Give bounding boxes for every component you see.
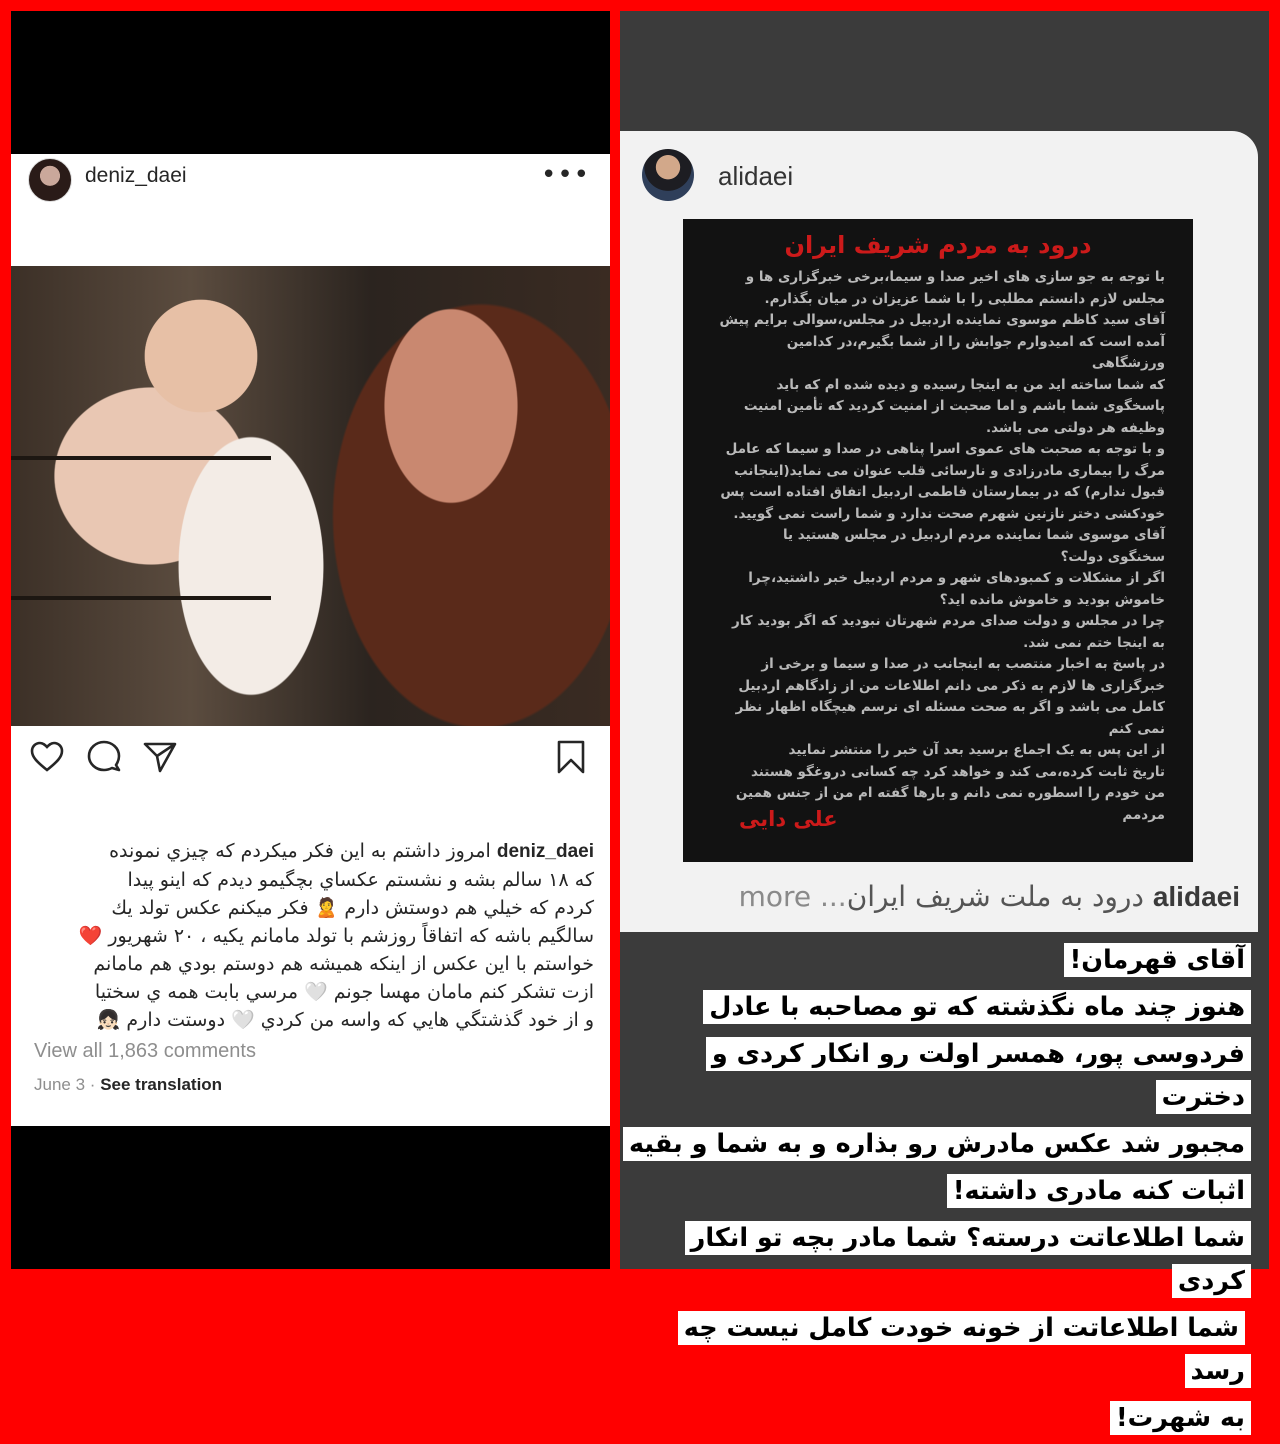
post-date: June 3 (34, 1075, 86, 1094)
caption-username[interactable]: deniz_daei (496, 841, 594, 862)
letter-line: از این پس به یک اجماع برسید بعد آن خبر را منتشر نمایید (788, 742, 1165, 758)
caption-line: کردم که خیلي هم دوستش دارم 🙎 فکر میکنم عکس تولد یك (111, 897, 594, 919)
letter-line: آقای موسوی شما نماینده مردم اردبیل در مجلس هستید یا (782, 527, 1165, 543)
share-icon[interactable] (142, 739, 178, 775)
letter-line: و با توجه به صحبت های عموی اسرا پناهی در صدا و سیما که عامل (725, 441, 1165, 457)
overlay-line: شما اطلاعاتت از خونه خودت کامل نیست چه رسد (621, 1307, 1251, 1393)
overlay-line: آقای قهرمان! (621, 939, 1251, 982)
story-header (620, 131, 1258, 219)
overlay-line: مجبور شد عکس مادرش رو بذاره و به شما و بقیه (621, 1123, 1251, 1166)
story-screenshot (620, 131, 1269, 1433)
letter-image (683, 219, 1193, 862)
avatar[interactable] (642, 149, 694, 201)
overlay-text (621, 939, 1251, 1444)
caption-line: خواستم با این عکس از اینکه همیشه هم دوستم بودي هم مامانم (93, 953, 594, 975)
see-translation-link[interactable]: See translation (100, 1075, 223, 1094)
letter-line: که شما ساخته اید من به اینجا رسیده و دیده شده ام که باید (776, 376, 1165, 393)
caption-line: ازت تشکر کنم مامان مهسا جونم 🤍 مرسي بابت همه ي سختیا (94, 981, 594, 1003)
letter-title: درود به مردم شریف ایران (784, 231, 1092, 259)
caption-username[interactable]: alidaei (1152, 881, 1240, 912)
letter-line: وظیفه هر دولتی می باشد. (986, 419, 1165, 436)
letter-line: خودکشی دختر نازنین شهرم صحت ندارد و شما راست نمی گویید. (733, 505, 1165, 522)
caption-line: که ۱۸ سالم بشه و نشستم عکساي بچگیمو دیدم که اینو پیدا (127, 869, 594, 891)
letter-line: در پاسخ به اخبار منتصب به اینجانب در صدا و سیما و برخی از (761, 656, 1165, 672)
letter-line: مرگ را بیماری مادرزادی و نارسائی قلب عنوان می نماید(اینجانب (734, 462, 1165, 479)
heart-icon[interactable] (29, 739, 65, 775)
letter-line: چرا در مجلس و دولت صدای مردم شهرتان نبودید که اگر بودید کار (731, 613, 1165, 629)
post-meta (34, 1075, 222, 1095)
avatar[interactable] (28, 158, 72, 202)
comment-icon[interactable] (86, 739, 122, 775)
left-panel (11, 11, 610, 1269)
overlay-line: فردوسی پور، همسر اولت رو انکار کردی و دخترت (621, 1033, 1251, 1119)
story-username[interactable]: alidaei (718, 161, 794, 191)
letter-line: سخنگوی دولت؟ (1060, 548, 1165, 565)
post-username[interactable]: deniz_daei (85, 164, 187, 187)
letter-line: نمی کنم (1108, 720, 1165, 737)
meta-separator: · (89, 1075, 96, 1094)
view-comments-link[interactable]: View all 1,863 comments (34, 1040, 256, 1062)
letter-line: مجلس لازم دانستم مطلبی را با شما عزیزان در میان بگذارم. (764, 290, 1165, 307)
story-caption (739, 880, 1240, 913)
letter-line: با توجه به جو سازی های اخیر صدا و سیما،برخی خبرگزاری ها و (745, 269, 1165, 285)
letter-body (711, 267, 1165, 826)
letter-line: قبول ندارم) که در بیمارستان فاطمی اردبیل اتفاق افتاده است پس (720, 484, 1165, 500)
caption-more-link[interactable]: ... more (738, 880, 847, 913)
letter-container (620, 219, 1258, 862)
letter-line: کامل می باشد و اگر به صحت مسئله ای نرسم هیچگاه اظهار نظر (735, 699, 1165, 715)
caption-line: deniz_daei امروز داشتم به این فکر میکردم که چیزي نمونده (109, 840, 594, 862)
shelf-line (11, 596, 271, 600)
caption-line: سالگیم باشه که اتفاقاً روزشم با تولد مامانم یکیه ، ۲۰ شهریور ❤️ (78, 925, 594, 947)
instagram-post (11, 154, 610, 1126)
bookmark-icon[interactable] (553, 739, 589, 775)
post-actions (11, 739, 610, 779)
letter-line: به اینجا ختم نمی شد. (1023, 634, 1165, 651)
letter-line: خاموش بودید و خاموش مانده اید؟ (939, 591, 1165, 608)
overlay-line: شما اطلاعاتت درسته؟ شما مادر بچه تو انکار کردی (621, 1217, 1251, 1303)
more-dots-icon[interactable]: ••• (540, 160, 590, 190)
letter-line: من خودم را اسطوره نمی دانم و بارها گفته ام من از جنس همین (735, 785, 1165, 801)
post-header (11, 154, 610, 204)
letter-line: آقای سید کاظم موسوی نماینده اردبیل در مجلس،سوالی برایم پیش (719, 312, 1165, 328)
letter-line: اگر از مشکلات و کمبودهای شهر و مردم اردبیل خبر داشتید،چرا (748, 570, 1165, 586)
letter-line: مردمم (1122, 806, 1165, 823)
right-panel (620, 11, 1269, 1433)
story-caption-bar (620, 862, 1258, 932)
letter-line: آمده است که امیدوارم جوابش را از شما بگیرم،در کدامین ورزشگاهی (786, 333, 1165, 371)
letter-signature: علی دایی (739, 807, 838, 831)
letter-line: خبرگزاری ها لازم به ذکر می دانم اطلاعات من از زادگاهم اردبیل (738, 677, 1165, 694)
letter-line: پاسخگوی شما باشم و اما صحبت از امنیت کردید که تأمین امنیت (743, 398, 1165, 414)
overlay-line: اثبات کنه مادری داشته! (621, 1170, 1251, 1213)
caption-line: و از خود گذشتگي هایي که واسه من کردي 🤍 دوستت دارم 👧🏻 (96, 1009, 594, 1031)
shelf-line (11, 456, 271, 460)
letter-line: تاریخ ثابت کرده،می کند و خواهد کرد چه کسانی دروغگو هستند (750, 763, 1165, 780)
post-caption (29, 837, 594, 1034)
caption-text: درود به ملت شریف ایران (846, 880, 1144, 913)
overlay-line: هنوز چند ماه نگذشته که تو مصاحبه با عادل (621, 986, 1251, 1029)
overlay-line: به شهرت! (621, 1397, 1251, 1440)
post-photo[interactable] (11, 266, 610, 726)
